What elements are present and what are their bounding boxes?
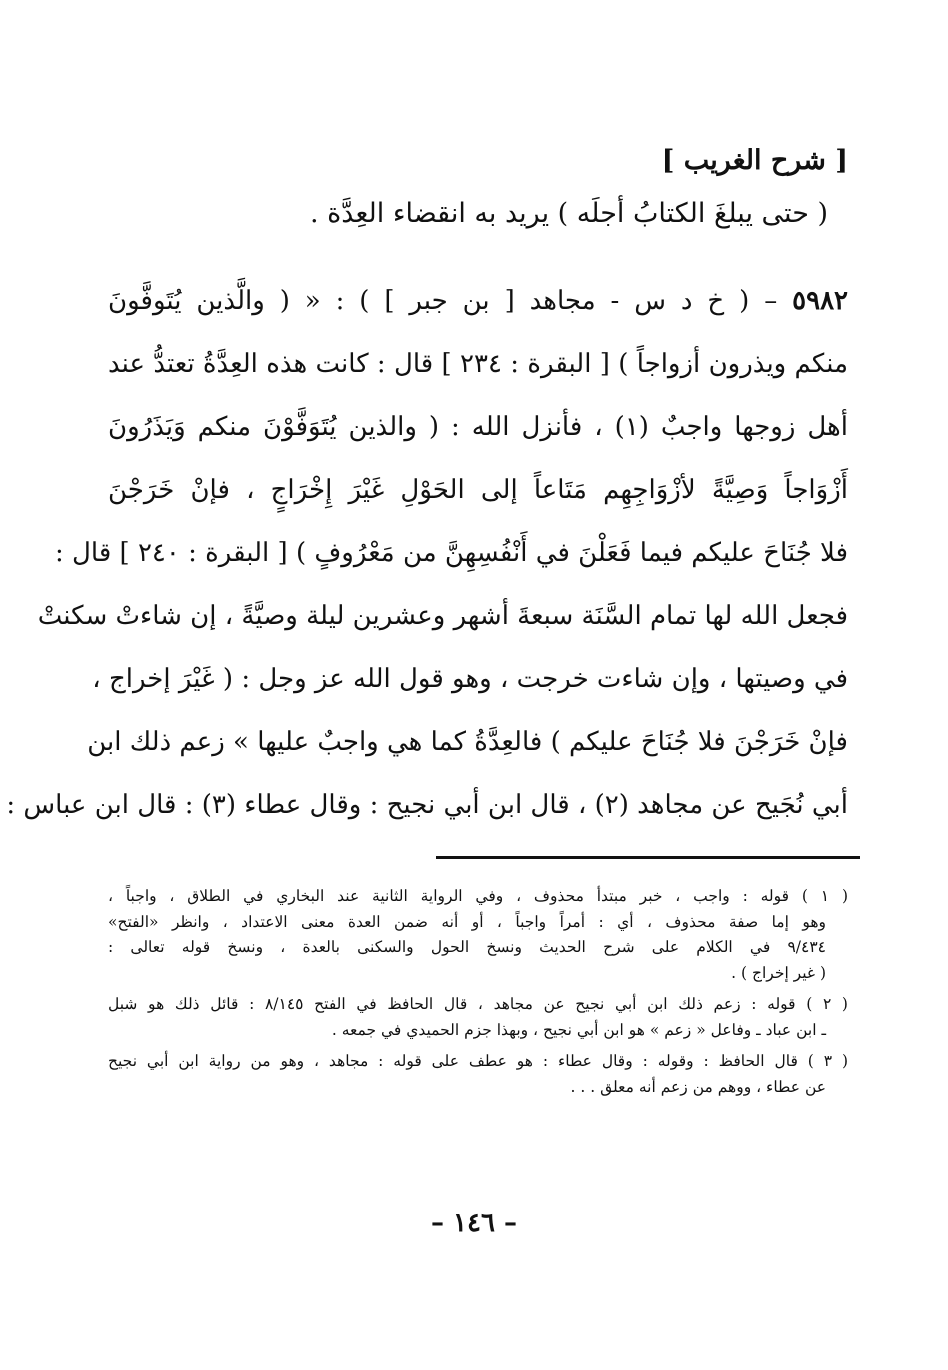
hadith-line: فإنْ خَرَجْنَ فلا جُنَاحَ عليكم ) فالعِدَّةُ كما هي واجبٌ عليها » زعم ذلك ابن xyxy=(87,727,848,757)
hadith-line: فلا جُنَاحَ عليكم فيما فَعَلْنَ في أَنْفُسِهِنَّ من مَعْرُوفٍ ) [ البقرة : ٢٤٠ ] قال : xyxy=(55,538,848,568)
page-number: – ١٤٦ – xyxy=(430,1208,518,1238)
footnote-line: ( ٣ ) قال الحافظ : وقوله : وقال عطاء : هو عطف على قوله : مجاهد ، وهو من رواية ابن أبي نجيح xyxy=(108,1052,848,1070)
footnote-line: عن عطاء ، ووهم من زعم أنه معلق . . . xyxy=(570,1077,826,1096)
footnote-line: ( ٢ ) قوله : زعم ذلك ابن أبي نجيح عن مجاهد ، قال الحافظ في الفتح ٨/١٤٥ : قائل ذلك هو شبل xyxy=(108,995,848,1013)
hadith-number: ٥٩٨٢ xyxy=(792,286,849,316)
footnote-line: ٩/٤٣٤ في الكلام على شرح الحديث ونسخ الحول والسكنى بالعدة ، ونسخ قوله تعالى : xyxy=(108,938,826,956)
footnote-1 xyxy=(108,884,848,986)
footnote-3 xyxy=(108,1049,848,1100)
hadith-text xyxy=(6,270,849,837)
footnote-line: ( غير إخراج ) . xyxy=(731,963,826,982)
footnotes xyxy=(108,884,848,1100)
hadith-line: في وصيتها ، وإن شاءت خرجت ، وهو قول الله عز وجل : ( غَيْرَ إخراج ، xyxy=(92,664,848,694)
footnote-divider xyxy=(436,856,860,859)
hadith-line: فجعل الله لها تمام السَّنَة سبعةَ أشهر وعشرين ليلة وصيَّةً ، إن شاءتْ سكنتْ xyxy=(37,601,848,631)
hadith-line: منكم ويذرون أزواجاً ) [ البقرة : ٢٣٤ ] قال : كانت هذه العِدَّةُ تعتدُّ عند xyxy=(108,349,848,379)
footnote-line: وهو إما صفة محذوف ، أي : أمراً واجباً ، أو أنه ضمن العدة معنى الاعتداد ، وانظر «الفتح» xyxy=(108,912,826,931)
footnote-line: ـ ابن عباد ـ وفاعل « زعم » هو ابن أبي نجيح ، وبهذا جزم الحميدي في جمعه . xyxy=(331,1020,826,1039)
footnote-line: ( ١ ) قوله : واجب ، خبر مبتدأ محذوف ، وفي الرواية الثانية عند البخاري في الطلاق ، واجباً ، xyxy=(108,887,848,905)
hadith-line: أبي نُجَيح عن مجاهد (٢) ، قال ابن أبي نجيح : وقال عطاء (٣) : قال ابن عباس : xyxy=(6,790,848,820)
hadith-line: ٥٩٨٢ – ( خ د س - مجاهد [ بن جبر ] ) : « ( والَّذين يُتَوفَّونَ xyxy=(108,286,849,316)
footnote-2 xyxy=(108,992,848,1043)
hadith-line: أَزْوَاجاً وَصِيَّةً لأزْوَاجِهِم مَتَاعاً إلى الحَوْلِ غَيْرَ إِخْرَاجٍ ، فإنْ خَرَجْنَ xyxy=(108,475,848,505)
hadith-line: أهل زوجها واجبٌ (١) ، فأنزل الله : ( والذين يُتَوَفَّوْنَ منكم وَيَذَرُونَ xyxy=(108,412,848,442)
gloss-line: ( حتى يبلغَ الكتابُ أجلَه ) يريد به انقضاء العِدَّة . xyxy=(310,198,828,229)
section-heading: [ شرح الغريب ] xyxy=(661,145,848,176)
